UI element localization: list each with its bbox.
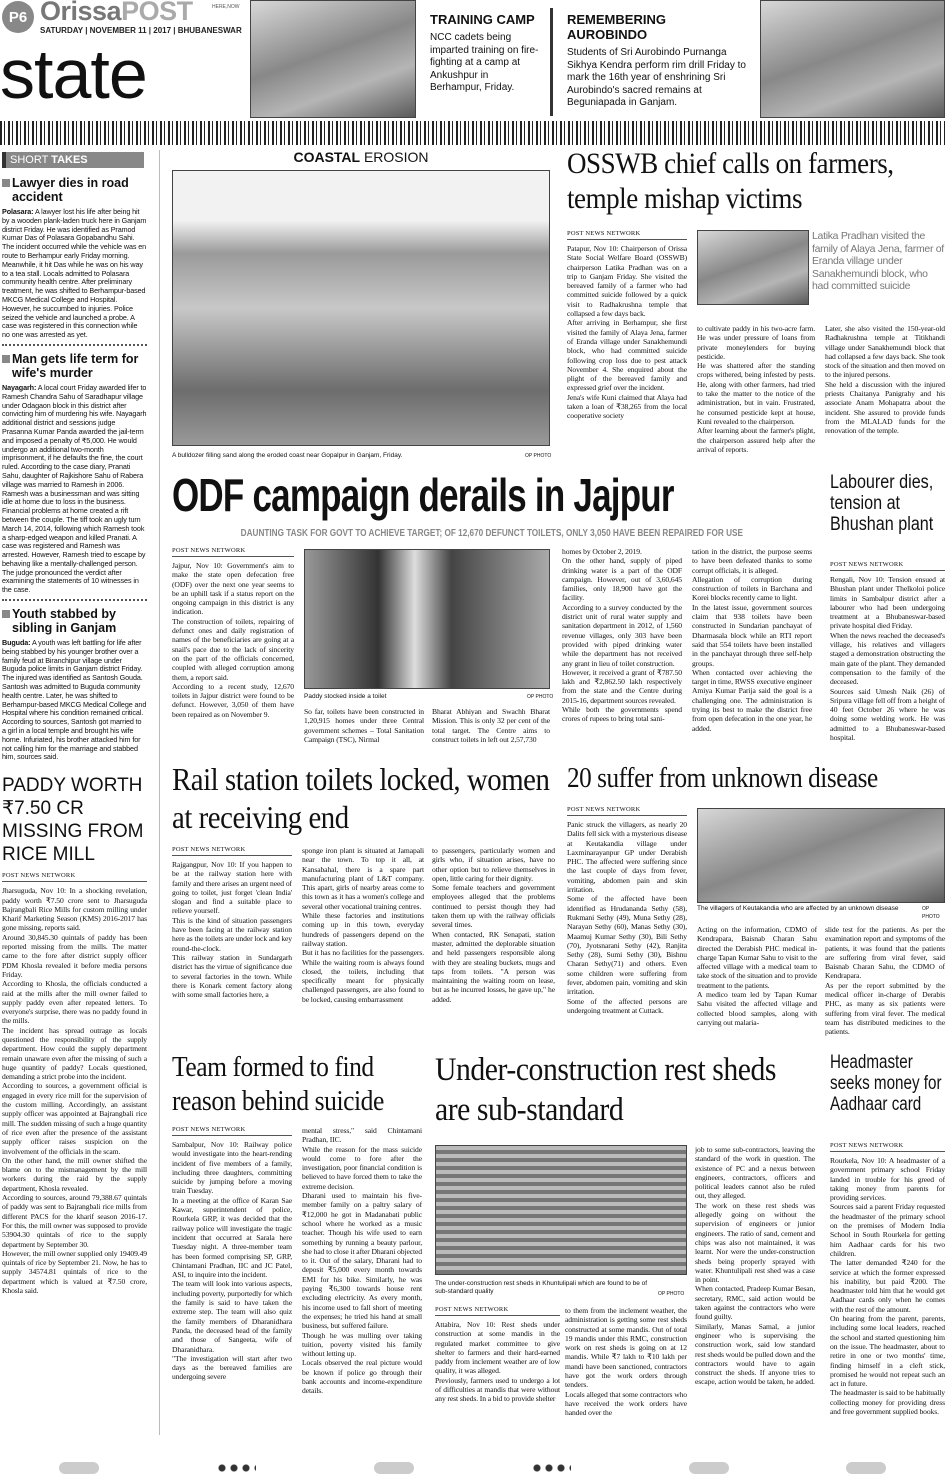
left-column — [2, 152, 147, 1434]
byline: POST NEWS NETWORK — [172, 1126, 292, 1136]
registration-mark — [689, 1462, 729, 1474]
teaser-text: Students of Sri Aurobindo Purnanga Sikhya Kendra perform rim drill Friday to mark the 16th year of enshrining Sri Aurobindo's sacred remains at Beguniapada in Ganjam. — [567, 47, 746, 108]
section-title: state — [0, 35, 147, 113]
article-body: slide test for the patients. As per the examination report and symptoms of the patients, it was found that the patients are suffering from viral fever, said Baisnab Charan Sahu, the CDMO of Kendrapara. As per the report submitted by the medical officer in-charge of Derabis PHC, as many as six patients were suffering from viral fever. The medical team has distributed medicines to the patients. — [825, 925, 945, 1037]
body-text: A local court Friday awarded lifer to Ramesh Chandra Sahu of Saradhapur village under Odagaon block in this district after convicting him of murdering his wife. Nayagarh additional district and sessions judge Prasanna Kumar Panda awarded the jail-term and imposed a penalty of ₹5,000. He would undergo an additional two-month imprisonment, if he defaults the fine, the court ruled. According to the case diary, Pranati Sahu, daughter of Rajkishore Sahu of Rabera village was married to Ramesh in 2006. Ramesh was a businessman and was sitting idle at home due to loss in the business. Financial problems at home created a rift between the couple. The tiff took an ugly turn March 14, 2014, following which Ramesh took a sharp-edged weapon and killed Pranati. A case was registered and Ramesh was arrested. However, Ramesh tried to escape by behaving like a mentally-challenged person. The judge pronounced the verdict after examining the statements of 10 witnesses in the case. — [2, 382, 147, 595]
short-take-life-term — [2, 352, 147, 595]
labourer-article — [830, 561, 945, 752]
aurobindo-photo — [760, 0, 945, 118]
registration-mark — [59, 1462, 99, 1474]
byline: POST NEWS NETWORK — [172, 846, 292, 856]
registration-mark — [216, 1464, 256, 1472]
logo-post: POST — [121, 0, 193, 26]
short-takes-header — [2, 152, 144, 168]
article-body: to cultivate paddy in his two-acre farm. He was under pressure of loans from private moneylenders for buying pesticide. He was shattered after the standing crops withered, being infested by pests. He, along with other farmers, had tried to take the matter to the notice of the administration, but in vain. Frustrated, he consumed pesticide kept at house, Kuni revealed to the chairperson. After learning about the farmer's plight, the chairperson assured help after the arrival of reports. — [697, 324, 815, 454]
column-rule — [159, 150, 160, 1435]
logo — [40, 0, 193, 25]
dateline-place: Nayagarh: — [2, 382, 37, 392]
paddy-headline: PADDY WORTH ₹7.50 CR MISSING FROM RICE MILL — [2, 775, 144, 866]
photo-caption: A bulldozer filling sand along the eroded coast near Gopalpur in Ganjam, Friday. — [172, 452, 403, 459]
osswb-headline-box — [567, 146, 945, 226]
article-body: homes by October 2, 2019. On the other hand, supply of piped drinking water is a part of the ODF campaign. However, out of 3,60,645 families, only 18,900 have got the facility. According to a survey conducted by the district unit of rural water supply and sanitation department in 2012, of 1,560 revenue villages, only 303 have been provided with piped drinking water while the department has not received any grant in lieu of toilet construction. However, it received a grant of ₹787.50 lakh and ₹2,862.50 lakh respectively from the state and the Centre during 2015-16, department sources revealed. While both the governments spend crores of rupees to bring total sani- — [562, 547, 682, 724]
dateline-place: Polasara: — [2, 207, 34, 216]
byline: POST NEWS NETWORK — [172, 547, 294, 557]
odf-subhead-box — [172, 527, 812, 541]
teaser-title: TRAINING CAMP — [430, 12, 535, 27]
logo-tagline: HERE,NOW — [212, 4, 240, 10]
byline: POST NEWS NETWORK — [435, 1306, 560, 1316]
paddy-article — [2, 872, 147, 1434]
osswb-article — [567, 230, 945, 462]
headmaster-headline-box — [830, 1052, 945, 1138]
rail-headline-box — [172, 760, 557, 842]
short-label: SHORT — [10, 154, 52, 166]
rail-article — [172, 846, 555, 1046]
rail-headline: Rail station toilets locked, women at receiving end — [172, 761, 550, 835]
divider — [2, 599, 147, 601]
odf-subhead: DAUNTING TASK FOR GOVT TO ACHIEVE TARGET; OF 12,670 DEFUNCT TOILETS, ONLY 3,050 HAVE BEEN REPAIRED FOR USE — [240, 528, 743, 539]
disease-headline-box — [567, 762, 945, 800]
article-body: sponge iron plant is situated at Jamapali near the town. To top it all, at Kansabahal, there is a spare part manufacturing plant of L&T company. This apart, girls of nearby areas come to this town as it has a women's college and several other vocational training centres. While these factories and institutions coming up in this town, everyday hundreds of passengers depend on the railway station. But it has no facilities for the passengers. While the waiting room is always found closed, the toilets, including that specifically meant for physically challenged passengers, are also found to be locked, causing embarrassment — [302, 846, 424, 1004]
article-body: Jharsuguda, Nov 10: In a shocking revelation, paddy worth ₹7.50 crore sent to Jharsuguda Bajrangbali Rice Mills for custom milling under Kharif Marketing Season (KMS) 2016-2017 has gone missing, reports said. Around 30,845.30 quintals of paddy has been reported missing from the mills. The matter came to the fore after district supply officer PDM Khosla revealed it before media persons Friday. According to Khosla, the officials conducted a raid at the mills after the mill owner failed to supply paddy even after repeated letters. To everyone's surprise, there was no paddy found in the mills. The incident has spread outrage as locals questioned the responsibility of the supply department. How could the supply department remain unaware even after the missing of such a huge quantity of paddy? Locals questioned, demanding a strict probe into the incident. According to sources, a government official is engaged in every rice mill for the supervision of the custom milling. Accordingly, an assistant supply officer was appointed at Bajrangbali rice mill. The sudden missing of such a huge quantity of rice even after the presence of the assistant supply officer raises suspicion on the involvement of the officials in the scam. On the other hand, the mill owner shifted the blame on to the mismanagement by the mill workers during the raid by the supply department, Khosla revealed. According to sources, around 79,388.67 quintals of paddy was sent to Bajrangbali rice mills from different PACS for the kharif season 2016-17. For this, the mill owner was supposed to provide 53904.30 quintals of rice to the supply department by September 30. However, the mill owner supplied only 19409.49 quintals of rice by September 21. Now, he has to supply 34574.81 quintals of rice to the department which is valued at ₹7.50 crore, Khosla said. — [2, 886, 147, 1295]
teaser-training-camp — [430, 12, 540, 95]
dateline-place: Buguda: — [2, 638, 31, 648]
byline: POST NEWS NETWORK — [2, 872, 147, 882]
sheds-article — [435, 1306, 560, 1432]
teaser-text: NCC cadets being imparted training on fire-fighting at a camp at Ankushpur in Berhampur, Friday. — [430, 32, 539, 93]
byline: POST NEWS NETWORK — [830, 1142, 945, 1152]
registration-mark — [374, 1462, 414, 1474]
registration-mark — [846, 1462, 886, 1474]
team-headline-box — [172, 1050, 427, 1122]
dateline: SATURDAY | NOVEMBER 11 | 2017 | BHUBANESWAR — [40, 26, 242, 35]
osswb-headline: OSSWB chief calls on farmers, temple mishap victims — [567, 147, 894, 215]
teaser-title: REMEMBERING AUROBINDO — [567, 12, 666, 42]
article-body: tation in the district, the purpose seems to have been defeated thanks to some corrupt officials, it is alleged. Allegation of corruption during construction of toilets in Barchana and Korei blocks recently came to light. In the latest issue, government sources claim that 938 toilets have been constructed in Sundarian panchayat of Dharmasala block while an RTI report said that 554 toilets have been installed in the panchayat through three self-help groups. When contacted over achieving the target in time, RWSS executive engineer Amiya Kumar Parija said the goal is a challenging one. The administration is trying its best to make the district free from open defecation in the one year, he added. — [692, 547, 812, 733]
registration-marks — [0, 1458, 945, 1478]
coastal-kicker — [172, 148, 550, 166]
short-take-lawyer — [2, 176, 147, 340]
disease-headline: 20 suffer from unknown disease — [567, 763, 878, 794]
byline: POST NEWS NETWORK — [567, 806, 687, 816]
photo-credit: OP PHOTO — [527, 694, 554, 700]
article-body: Acting on the information, CDMO of Kendrapara, Baisnab Charan Sahu directed the Derabish PHC medical in-charge Tapan Kumar Sahu to visit to the affected village with a medical team to take stock of the situation and to provide treatment to the patients. A medico team led by Tapan Kumar Sahu visited the affected village and collected blood samples, along with carrying out malaria- — [697, 925, 817, 1027]
headmaster-headline: Headmaster seeks money for Aadhaar card — [830, 1052, 942, 1115]
toilet-photo — [304, 549, 550, 689]
article-body: Later, she also visited the 150-year-old Radhakrushna temple at Titikhandi village under Sanakhemundi block that had collapsed a few days back. She took stock of the situation and then moved on to the injured persons. She held a discussion with the injured priests Chaitanya Panigrahy and his associate Anam Mohapatra about the incident. She assured to provide funds from the MLALAD funds for the renovation of the temple. — [825, 324, 945, 436]
article-body: Rourkela, Nov 10: A headmaster of a government primary school Friday landed in trouble for his greed of taking money from parents for providing services. Sources said a parent Friday requested the headmaster of the primary school on the premises of Modern India School in South Rourkela for getting him Aadhaar cards for his two children. The latter demanded ₹240 for the service at which the former expressed his inability, but paid ₹200. The headmaster told him that he would get Aadhaar cards only when he comes with the rest of the amount. On hearing from the parent, parents, including some local leaders, reached the school and started questioning him on the issue. The headmaster, about to retire in one or two months' time, finding himself in a cleft stick, promised he would not repeat such an act in future. The headmaster is said to be habitually collecting money for providing dress and free government supplied books. — [830, 1156, 945, 1417]
short-take-title: Man gets life term for wife's murder — [2, 352, 147, 380]
short-take-body — [2, 639, 147, 762]
photo-caption: The under-construction rest sheds in Khuntulipali which are found to be of sub-standard quality — [435, 1280, 648, 1295]
article-body: Rengali, Nov 10: Tension ensued at Bhushan plant under Thelkoloi police limits in Sambalpur district after a labourer who had been undergoing treatment at a Bhubaneswar-based private hospital died Friday. When the news reached the deceased's village, his relatives and villagers staged a demonstration obstructing the main gate of the plant. They demanded compensation to the family of the deceased. Sources said Umesh Naik (26) of Sripura village fell off from a height of 40 feet October 26 where he was doing some welding work. He was admitted to a Bhubaneswar-based hospital. — [830, 575, 945, 743]
registration-mark — [531, 1464, 571, 1472]
sheds-headline: Under-construction rest sheds are sub-standard — [435, 1052, 777, 1128]
headmaster-article — [830, 1142, 945, 1432]
decorative-band — [0, 121, 945, 145]
article-body: to them from the inclement weather, the administration is getting some rest sheds constructed at some mandis. Out of total 19 mandis under this RMC, construction work on rest sheds is going on at 12 mandis. While ₹7 lakh to ₹10 lakh per mandi have been sanctioned, contractors have got the work orders through tenders. Locals alleged that some contractors who have received the work orders have handed over the — [565, 1306, 687, 1418]
article-body: job to some sub-contractors, leaving the standard of the work in question. The existence of PC and a nexus between engineers, contractors, officers and political leaders cannot also be ruled out, they alleged. The work on these rest sheds was allegedly going on without the supervision of engineers or junior engineers. The ratio of sand, cement and chips was also not maintained, it was learnt. Nor were the under-construction sheds being properly sprayed with water. Khuntulipali rest shed was a case in point. When contacted, Pradeep Kumar Besan, secretary, RMC, said action would be taken against the contractors who were found guilty. Similarly, Manas Samal, a junior engineer who is supervising the construction work, said low standard rest sheds would be pulled down and the contractors would have to again construct the sheds. If anyone tries to escape, action would be taken, he added. — [695, 1145, 815, 1387]
photo-credit: OP PHOTO — [658, 1291, 685, 1297]
short-take-youth — [2, 607, 147, 762]
body-text: A lawyer lost his life after being hit by a wooden plank-laden truck here in Ganjam district Friday. He was identified as Pramod Kumar Das of Polasara Gopabandhu Sahi. The incident occurred while the vehicle was en route to Berhampur early Friday morning. Meanwhile, it hit Das while he was on his way to a tea stall. Locals admitted to Polasara community health centre. After preliminary treatment, he was shifted to Berhampur-based MKCG Medical College and Hospital. However, he succumbed to injuries. Police seized the vehicle and launched a probe. A case was registered in this connection while no one was arrested as yet. — [2, 207, 147, 340]
odf-headline: ODF campaign derails in Jajpur — [172, 469, 674, 521]
article-body: Patapur, Nov 10: Chairperson of Orissa State Social Welfare Board (OSSWB) chairperson Latika Pradhan was on a trip to Ganjam Friday. She visited the bereaved family of a farmer who had committed suicide followed by a quick visit to Radhakrushna temple that collapsed a few days back. After arriving in Berhampur, she first visited the family of Alaya Jena, farmer of Eranda village under Sanakhemundi block, who had committed suicide following crop loss due to pest attack November 4. She enquired about the plight of the bereaved family and expressed grief over the incident. Jena's wife Kuni claimed that Alaya had taken a loan of ₹38,265 from the local cooperative society — [567, 244, 687, 421]
logo-orissa: Orissa — [40, 0, 122, 26]
article-body: Bharat Abhiyan and Swachh Bharat Mission. This is only 32 per cent of the total target. The Centre aims to construct toilets in left out 2,57,730 — [432, 707, 550, 744]
teaser-aurobindo — [567, 12, 749, 110]
villagers-photo — [697, 808, 945, 903]
photo-caption: The villagers of Keutakandia who are affected by an unknown disease — [697, 905, 899, 912]
takes-label: TAKES — [51, 154, 88, 166]
team-headline: Team formed to find reason behind suicide — [172, 1051, 384, 1117]
coastal-erosion-photo — [172, 170, 550, 446]
short-take-title: Lawyer dies in road accident — [2, 176, 147, 204]
disease-article — [567, 806, 945, 1046]
article-body: Sambalpur, Nov 10: Railway police would investigate into the heart-rending incident of five members of a family, including three daughters, committing suicide by jumping before a moving train Tuesday. In a meeting at the office of Karan Sae Kawar, superintendent of police, Rourkela GRP, it was decided that the railway police will investigate the tragic incident that occurred at Sarala here Tuesday night. A three-member team has been formed comprising SP, GRP, Chintamani Pradhan, IIC and JC Patel, ASI, to inquire into the incident. The team will look into various aspects, including poverty, purportedly for which the family is said to have taken the extreme step. The team will also quiz the family members of Dharanidhara Panda, the deceased head of the family and those of Sangeeta, wife of Dharanidhara. "The investigation will start after two days as the bereaved families are undergoing severe — [172, 1140, 292, 1382]
divider — [2, 344, 147, 346]
article-body: Panic struck the villagers, as nearly 20 Dalits fell sick with a mysterious disease at Keutakandia village under Laxminarayanpur GP under Derabish PHC. The affected were suffering since the last couple of days from fever, vomiting, abdomen pain and skin irritation. Some of the affected have been identified as Hrudananda Sethy (58), Rukmani Sethy (49), Muna Sethy (28), Narayan Sethy (60), Manas Sethy (30), Maamuj Kumar Sethy (30), Bili Sethy (70), Jyotsnarani Sethy (42), Ranjita Sethy (28), Sumi Sethy (30), Bishnu Charan Sethy(71) and others. Even some children were suffering from fever, abdomen pain, vomiting and skin irritation. Some of the affected persons are undergoing treatment at Cuttack. — [567, 820, 687, 1015]
labourer-headline-box — [830, 472, 945, 558]
article-body: mental stress," said Chintamani Pradhan, IIC. While the reason for the mass suicide would come to fore after the investigation, poor financial condition is believed to have forced them to take the extreme decision. Dharani used to maintain his five-member family on a paltry salary of ₹12,000 he got in Madanabati public school where he worked as a music teacher. Though his wife used to earn something by running a beauty parlour, she had to close it after Dharani objected to it. Out of the salary, Dharani had to deposit ₹5,000 every month towards EMI for his bike. Similarly, he was paying ₹6,300 towards house rent excluding electricity. As every month, his income used to fall short of meeting the expenses; he tried his hand at small business, but suffered failure. Though he was mulling over taking tuition, poverty visited his family without letting up. Locals observed the real picture would be known if police go through their bank accounts and income-expenditure details. — [302, 1126, 422, 1396]
kicker-bold: COASTAL — [293, 149, 361, 165]
short-take-title: Youth stabbed by sibling in Ganjam — [2, 607, 147, 635]
odf-article — [172, 547, 812, 752]
article-body: Jajpur, Nov 10: Government's aim to make the state open defecation free (ODF) over the next one year seems to be an uphill task if a status report on the ongoing campaign in this district is any indication. The construction of toilets, repairing of defunct ones and daily registration of names of the beneficiaries are going at a snail's pace due to the lack of sincerity on the part of the officials concerned, coupled with alleged corruption among them, a report said. According to a recent study, 12,670 toilets in Jajpur district were found to be defunct. However, 3,050 of them have been repaired as on November 9. — [172, 561, 294, 719]
byline: POST NEWS NETWORK — [567, 230, 687, 240]
rest-sheds-photo — [435, 1145, 687, 1275]
odf-headline-box — [172, 465, 817, 525]
article-body: So far, toilets have been constructed in 1,20,915 homes under three Central government schemes – Total Sanitation Campaign (TSC), Nirmal — [304, 707, 424, 744]
short-take-body — [2, 384, 147, 595]
photo-caption: Latika Pradhan visited the family of Alaya Jena, farmer of Eranda village under Sanakhemundi block, who had committed suicide — [812, 230, 944, 292]
sheds-headline-box — [435, 1050, 815, 1138]
training-camp-photo — [250, 0, 416, 118]
photo-caption: Paddy stocked inside a toilet — [304, 693, 387, 700]
article-body: Attabira, Nov 10: Rest sheds under construction at some mandis in the regulated market committee to give shelter to farmers and their hard-earned paddy from inclement weather are of low quality, it was alleged. Previously, farmers used to undergo a lot of difficulties at mandis that were without any rest sheds. In a bid to provide shelter — [435, 1320, 560, 1404]
short-take-body — [2, 208, 147, 340]
body-text: A youth was left battling for life after being stabbed by his younger brother over a family feud at Biranchipur village under Buguda police limits in Ganjam district Friday. The injured was identified as Santosh Gouda. Santosh was admitted to Buguda community health centre. Later, he was shifted to Berhampur-based MKCG Medical College and Hospital where his condition remained critical. According to sources, Santosh got married to a girl in a local temple and brought his wife home. Infuriated, his brother attacked him for not calling him for the marriage and stabbed him, sources said. — [2, 638, 147, 762]
article-body: to passengers, particularly women and girls who, if situation arises, have no other option but to relieve themselves in open, little caring for their dignity. Some female teachers and government employees alleged that the problems continued to persist though they had taken them up with the railway officials several times. When contacted, RK Senapati, station master, admitted the deplorable situation and held passengers responsible along with they are stealing buckets, mugs and taps from toilets. "A person was maintaining the waiting room on lease, but as he incurred losses, he gave up," he added. — [432, 846, 555, 1004]
team-article — [172, 1126, 422, 1432]
byline: POST NEWS NETWORK — [830, 561, 945, 571]
kicker-light: EROSION — [360, 149, 429, 165]
labourer-headline: Labourer dies, tension at Bhushan plant — [830, 472, 934, 535]
osswb-photo — [697, 230, 809, 305]
photo-credit: OP PHOTO — [922, 906, 940, 920]
teaser-divider — [550, 8, 553, 116]
photo-credit: OP PHOTO — [525, 453, 552, 459]
article-body: Rajgangpur, Nov 10: If you happen to be at the railway station here with family and there arises an urgent need of going to toilet, just forget 'clean India' slogan and find a suitable place to relieve yourself. This is the kind of situation passengers have been facing at the railway station here as the toilets are under lock and key round-the-clock. This railway station in Sundargarh district has the virtue of significance due to several factories in the town. While there is Konark cement factory along with some small factories here, a — [172, 860, 292, 1000]
page-number-badge: P6 — [2, 1, 34, 33]
